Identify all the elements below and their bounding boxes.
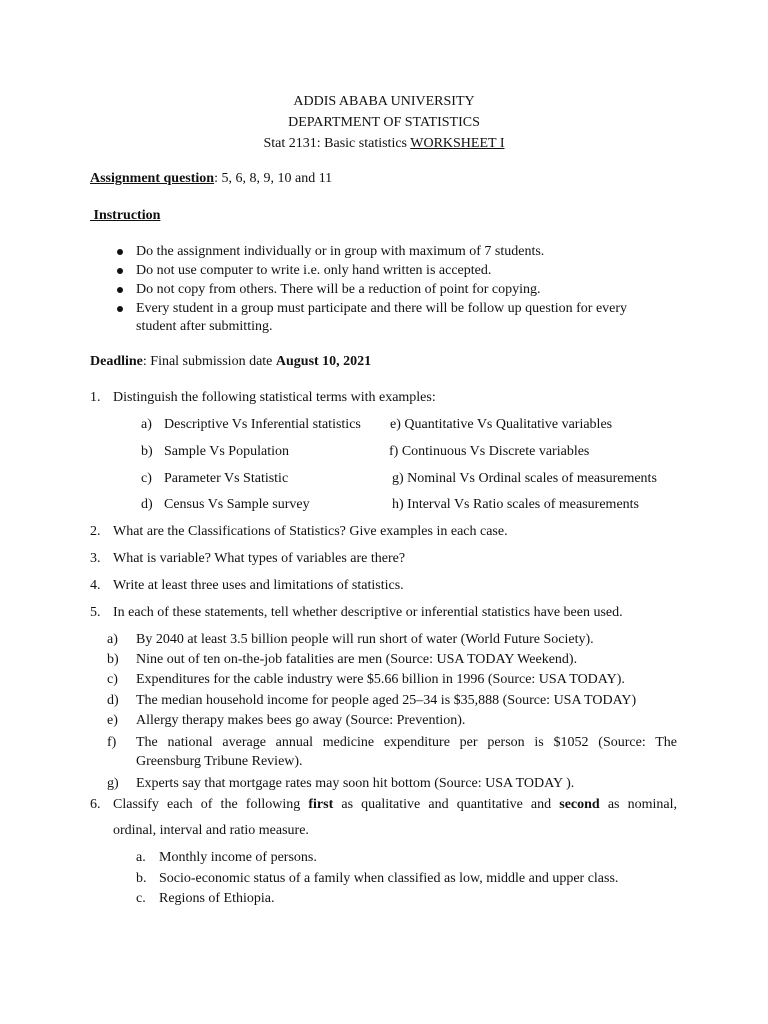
sub-letter: c) [141,471,152,486]
question-number: 4. [90,578,101,593]
q1-term-right: g) Nominal Vs Ordinal scales of measurements [392,471,657,486]
assignment-label: Assignment question [90,171,215,186]
deadline-text: : Final submission date [142,354,276,369]
question-5-text: In each of these statements, tell whether descriptive or inferential statistics have been used. [113,605,623,620]
deadline-label: Deadline [90,354,143,369]
sub-letter: b) [107,652,119,667]
sub-letter: a) [141,417,152,432]
q1-term-right: h) Interval Vs Ratio scales of measurements [392,497,640,512]
instruction-item-continuation: student after submitting. [136,319,273,334]
sub-letter: f) [107,735,117,750]
question-1-text: Distinguish the following statistical terms with examples: [113,390,436,405]
question-number: 3. [90,551,101,566]
question-2-text: What are the Classifications of Statistics? Give examples in each case. [113,524,508,539]
sub-letter: c. [136,891,146,906]
sub-letter: c) [107,672,118,687]
assignment-value: : 5, 6, 8, 9, 10 and 11 [214,171,333,186]
question-6-text: Classify each of the following first as qualitative and quantitative and second as nominal, [113,797,677,812]
question-number: 5. [90,605,101,620]
instruction-item: Do not copy from others. There will be a reduction of point for copying. [136,282,541,297]
q1-term-left: Census Vs Sample survey [164,497,310,512]
deadline-line [90,353,371,371]
q6-item: Regions of Ethiopia. [159,891,275,906]
bullet-icon [117,287,123,293]
q1-term-left: Sample Vs Population [164,444,289,459]
course-prefix: Stat 2131: Basic statistics [263,136,411,151]
sub-letter: b. [136,871,147,886]
question-3-text: What is variable? What types of variables are there? [113,551,406,566]
q5-statement: Experts say that mortgage rates may soon hit bottom (Source: USA TODAY ). [136,776,575,791]
course-title [0,135,768,153]
sub-letter: d) [107,693,119,708]
question-6-text-continuation: ordinal, interval and ratio measure. [113,823,309,838]
q5-statement: Expenditures for the cable industry were $5.66 billion in 1996 (Source: USA TODAY). [136,672,625,687]
q6-item: Monthly income of persons. [159,850,317,865]
question-number: 6. [90,797,101,812]
sub-letter: a. [136,850,146,865]
q5-statement: The national average annual medicine expenditure per person is $1052 (Source: The [136,735,677,750]
q1-term-right: f) Continuous Vs Discrete variables [389,444,590,459]
q5-statement-continuation: Greensburg Tribune Review). [136,754,303,769]
instruction-item: Do not use computer to write i.e. only hand written is accepted. [136,263,492,278]
q5-statement: By 2040 at least 3.5 billion people will run short of water (World Future Society). [136,632,594,647]
instruction-heading: Instruction [93,208,161,223]
bullet-icon [117,306,123,312]
sub-letter: e) [107,713,118,728]
bullet-icon [117,249,123,255]
q1-term-left: Parameter Vs Statistic [164,471,289,486]
q1-term-right: e) Quantitative Vs Qualitative variables [390,417,613,432]
university-title: ADDIS ABABA UNIVERSITY [293,94,475,109]
q6-item: Socio-economic status of a family when classified as low, middle and upper class. [159,871,619,886]
question-number: 2. [90,524,101,539]
question-number: 1. [90,390,101,405]
q5-statement: The median household income for people aged 25–34 is $35,888 (Source: USA TODAY) [136,693,637,708]
assignment-line [90,170,332,188]
sub-letter: g) [107,776,119,791]
sub-letter: a) [107,632,118,647]
worksheet-label: WORKSHEET I [410,136,505,151]
instruction-item: Do the assignment individually or in group with maximum of 7 students. [136,244,545,259]
q1-term-left: Descriptive Vs Inferential statistics [164,417,361,432]
bullet-icon [117,268,123,274]
instruction-item: Every student in a group must participate and there will be follow up question for every [136,301,628,316]
sub-letter: b) [141,444,153,459]
q5-statement: Nine out of ten on-the-job fatalities are men (Source: USA TODAY Weekend). [136,652,578,667]
question-4-text: Write at least three uses and limitations of statistics. [113,578,404,593]
deadline-date: August 10, 2021 [275,354,372,369]
department-title: DEPARTMENT OF STATISTICS [288,115,480,130]
q5-statement: Allergy therapy makes bees go away (Source: Prevention). [136,713,466,728]
sub-letter: d) [141,497,153,512]
